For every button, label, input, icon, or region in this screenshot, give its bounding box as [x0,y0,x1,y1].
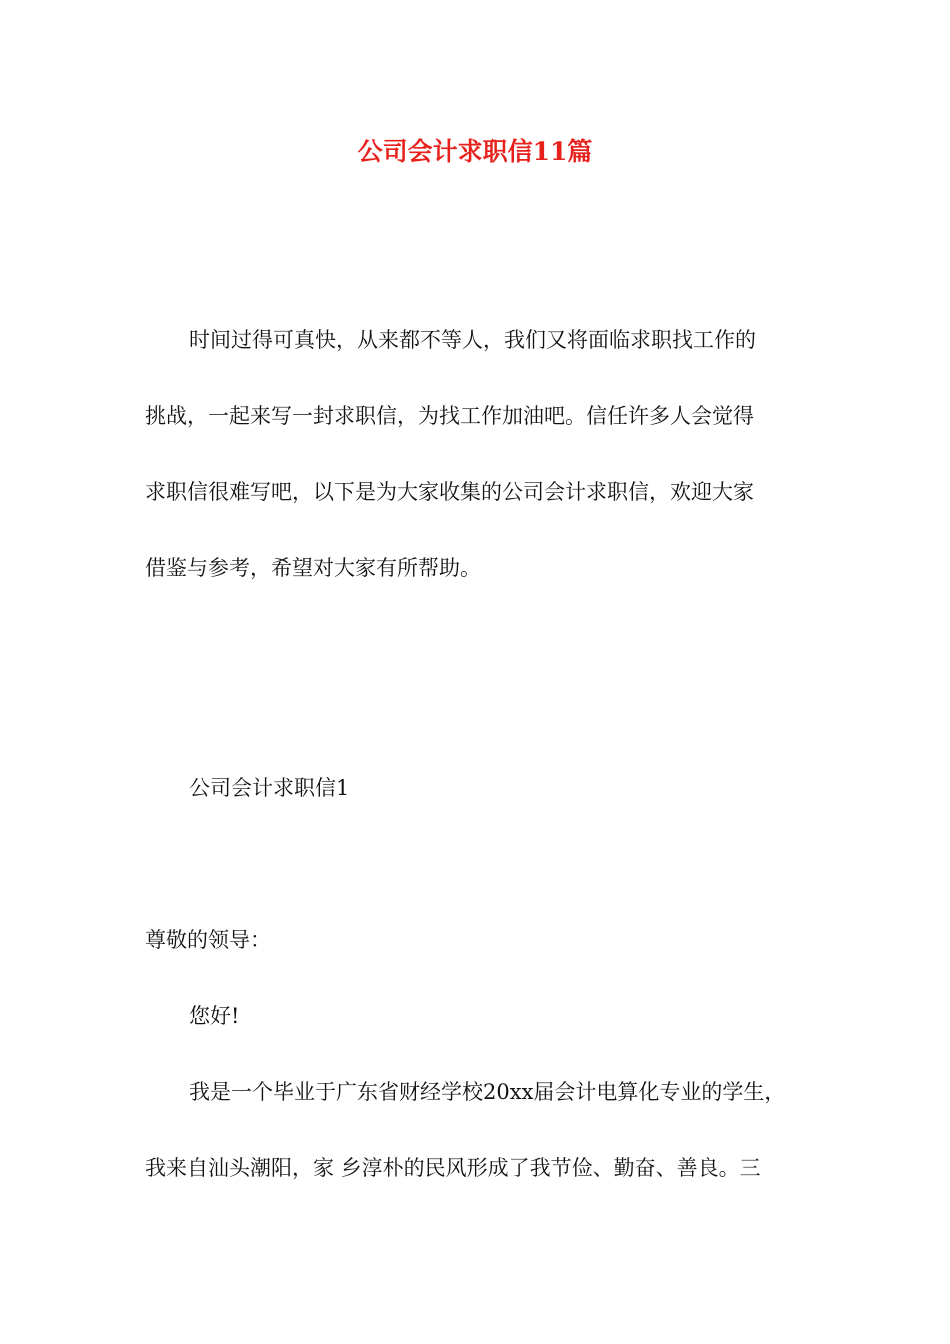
section-heading: 公司会计求职信1 [189,776,350,800]
intro-line: 时间过得可真快，从来都不等人，我们又将面临求职找工作的 [189,328,756,352]
greeting: 您好! [189,1004,240,1028]
section-heading-block [145,750,813,826]
salutation-block [145,902,813,1054]
salutation: 尊敬的领导： [145,928,271,952]
intro-line: 挑战，一起来写一封求职信，为找工作加油吧。信任许多人会觉得 [145,404,754,428]
document-title: 公司会计求职信11篇 [357,137,593,166]
intro-line: 求职信很难写吧，以下是为大家收集的公司会计求职信，欢迎大家 [145,480,754,504]
body-line: 我来自汕头潮阳，家 乡淳朴的民风形成了我节俭、勤奋、善良。三 [145,1156,761,1180]
intro-paragraph [145,302,813,606]
body-paragraph [145,1054,813,1206]
intro-line: 借鉴与参考，希望对大家有所帮助。 [145,556,481,580]
body-line: 我是一个毕业于广东省财经学校20xx届会计电算化专业的学生， [189,1080,786,1104]
